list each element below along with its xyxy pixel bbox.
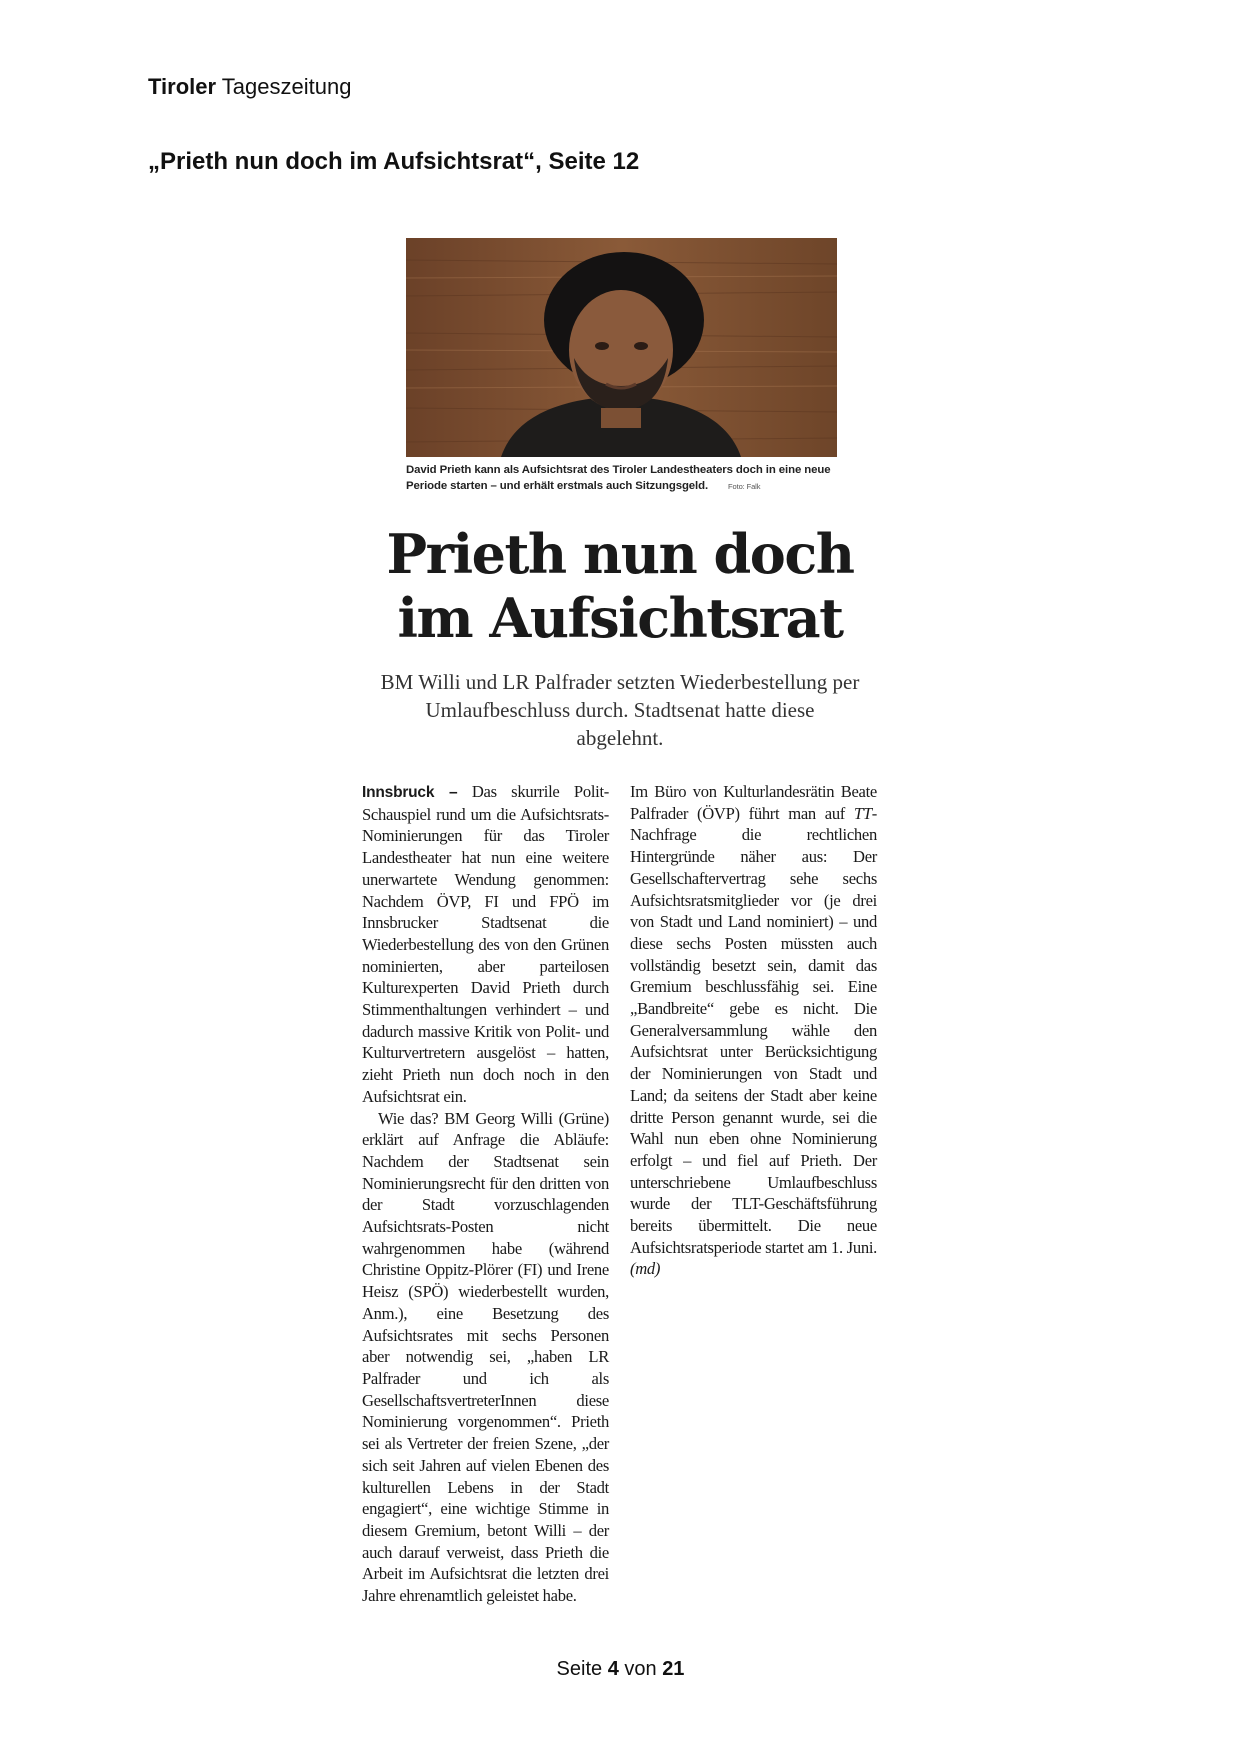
author-initials: (md): [630, 1259, 661, 1279]
article-paragraph-2: Wie das? BM Georg Willi (Grüne) erklärt auf Anfrage die Abläufe: Nachdem der Stadtsenat sein Nominierungsrecht für den dritten von der Stadt vorzuschlagenden Aufsichtsrats-Posten nicht wahrgenommen habe (während Christine Oppitz-Plörer (FI) und Irene Heisz (SPÖ) wiederbestellt wurden, Anm.), eine Besetzung des Aufsichtsrates mit sechs Personen aber notwendig sei, „haben LR Palfrader und ich als GesellschaftsvertreterInnen diese Nominierung vorgenommen“. Prieth sei als Vertreter der freien Szene, „der sich seit Jahren auf vielen Ebenen des kulturellen Lebens in der Stadt engagiert“, eine wichtige Stimme in diesem Gremium, betont Willi – der auch darauf verweist, dass Prieth die Arbeit im Aufsichtsrat die letzten drei Jahre ehrenamtlich geleistet habe.: [362, 1108, 609, 1606]
paragraph-3-text-a: Im Büro von Kulturlandesrätin Beate Palfrader (ÖVP) führt man auf: [630, 782, 877, 823]
page-footer: [0, 1658, 1241, 1681]
footer-page-total: 21: [662, 1658, 685, 1680]
footer-middle: von: [618, 1658, 663, 1680]
dateline: Innsbruck –: [362, 784, 458, 801]
article-headline: [360, 522, 880, 650]
article-paragraph-1: [362, 781, 609, 1108]
paragraph-3-text-b: -Nachfrage die rechtlichen Hintergründe näher aus: Der Gesellschaftervertrag sehe sechs Aufsichtsratsmitglieder vor (je drei von Stadt und Land nominiert) – und diese sechs Posten müssten auch vollständig besetzt sein, damit das Gremium beschlussfähig sei. Eine „Bandbreite“ gebe es nicht. Die Generalversammlung wähle den Aufsichtsrat unter Berücksichtigung der Nominierungen von Stadt und Land; da seitens der Stadt aber keine dritte Person genannt wurde, sei die Wahl nun eben ohne Nominierung erfolgt – und fiel auf Prieth. Der unterschriebene Umlaufbeschluss wurde der TLT-Geschäftsführung bereits übermittelt. Die neue Aufsichtsratsperiode startet am 1. Juni.: [630, 803, 877, 1257]
photo-caption-text: David Prieth kann als Aufsichtsrat des Tiroler Landestheaters doch in eine neue Periode starten – und erhält erstmals auch Sitzungsgeld.: [406, 464, 831, 492]
article-column-left: [362, 781, 609, 1607]
source-name-bold: Tiroler: [148, 74, 217, 99]
source-publication: [148, 74, 351, 100]
photo-credit: Foto: Falk: [728, 482, 761, 491]
paragraph-1-text: Das skurrile Polit-Schauspiel rund um die Aufsichtsrats-Nominierungen für das Tiroler Landestheater hat nun eine weitere unerwartete Wendung genommen: Nachdem ÖVP, FI und FPÖ im Innsbrucker Stadtsenat die Wiederbestellung des von den Grünen nominierten, aber parteilosen Kulturexperten David Prieth durch Stimmenthaltungen verhindert – und dadurch massive Kritik von Polit- und Kulturvertretern ausgelöst – hatten, zieht Prieth nun doch noch in den Aufsichtsrat ein.: [362, 782, 609, 1106]
photo-caption: [406, 462, 837, 495]
headline-line-2: im Aufsichtsrat: [397, 586, 843, 650]
headline-line-1: Prieth nun doch: [386, 522, 854, 586]
article-column-right: [630, 781, 877, 1280]
tt-abbreviation: TT: [853, 803, 872, 823]
footer-prefix: Seite: [556, 1658, 608, 1680]
article-photo: [406, 238, 837, 457]
article-paragraph-3: [630, 781, 877, 1280]
portrait-photo-icon: [406, 238, 837, 457]
article-subheadline: BM Willi und LR Palfrader setzten Wiederbestellung per Umlaufbeschluss durch. Stadtsenat hatte diese abgelehnt.: [380, 670, 860, 750]
source-name-rest: Tageszeitung: [216, 74, 352, 99]
clip-title: „Prieth nun doch im Aufsichtsrat“, Seite 12: [148, 148, 640, 175]
footer-page-number: 4: [607, 1658, 619, 1680]
